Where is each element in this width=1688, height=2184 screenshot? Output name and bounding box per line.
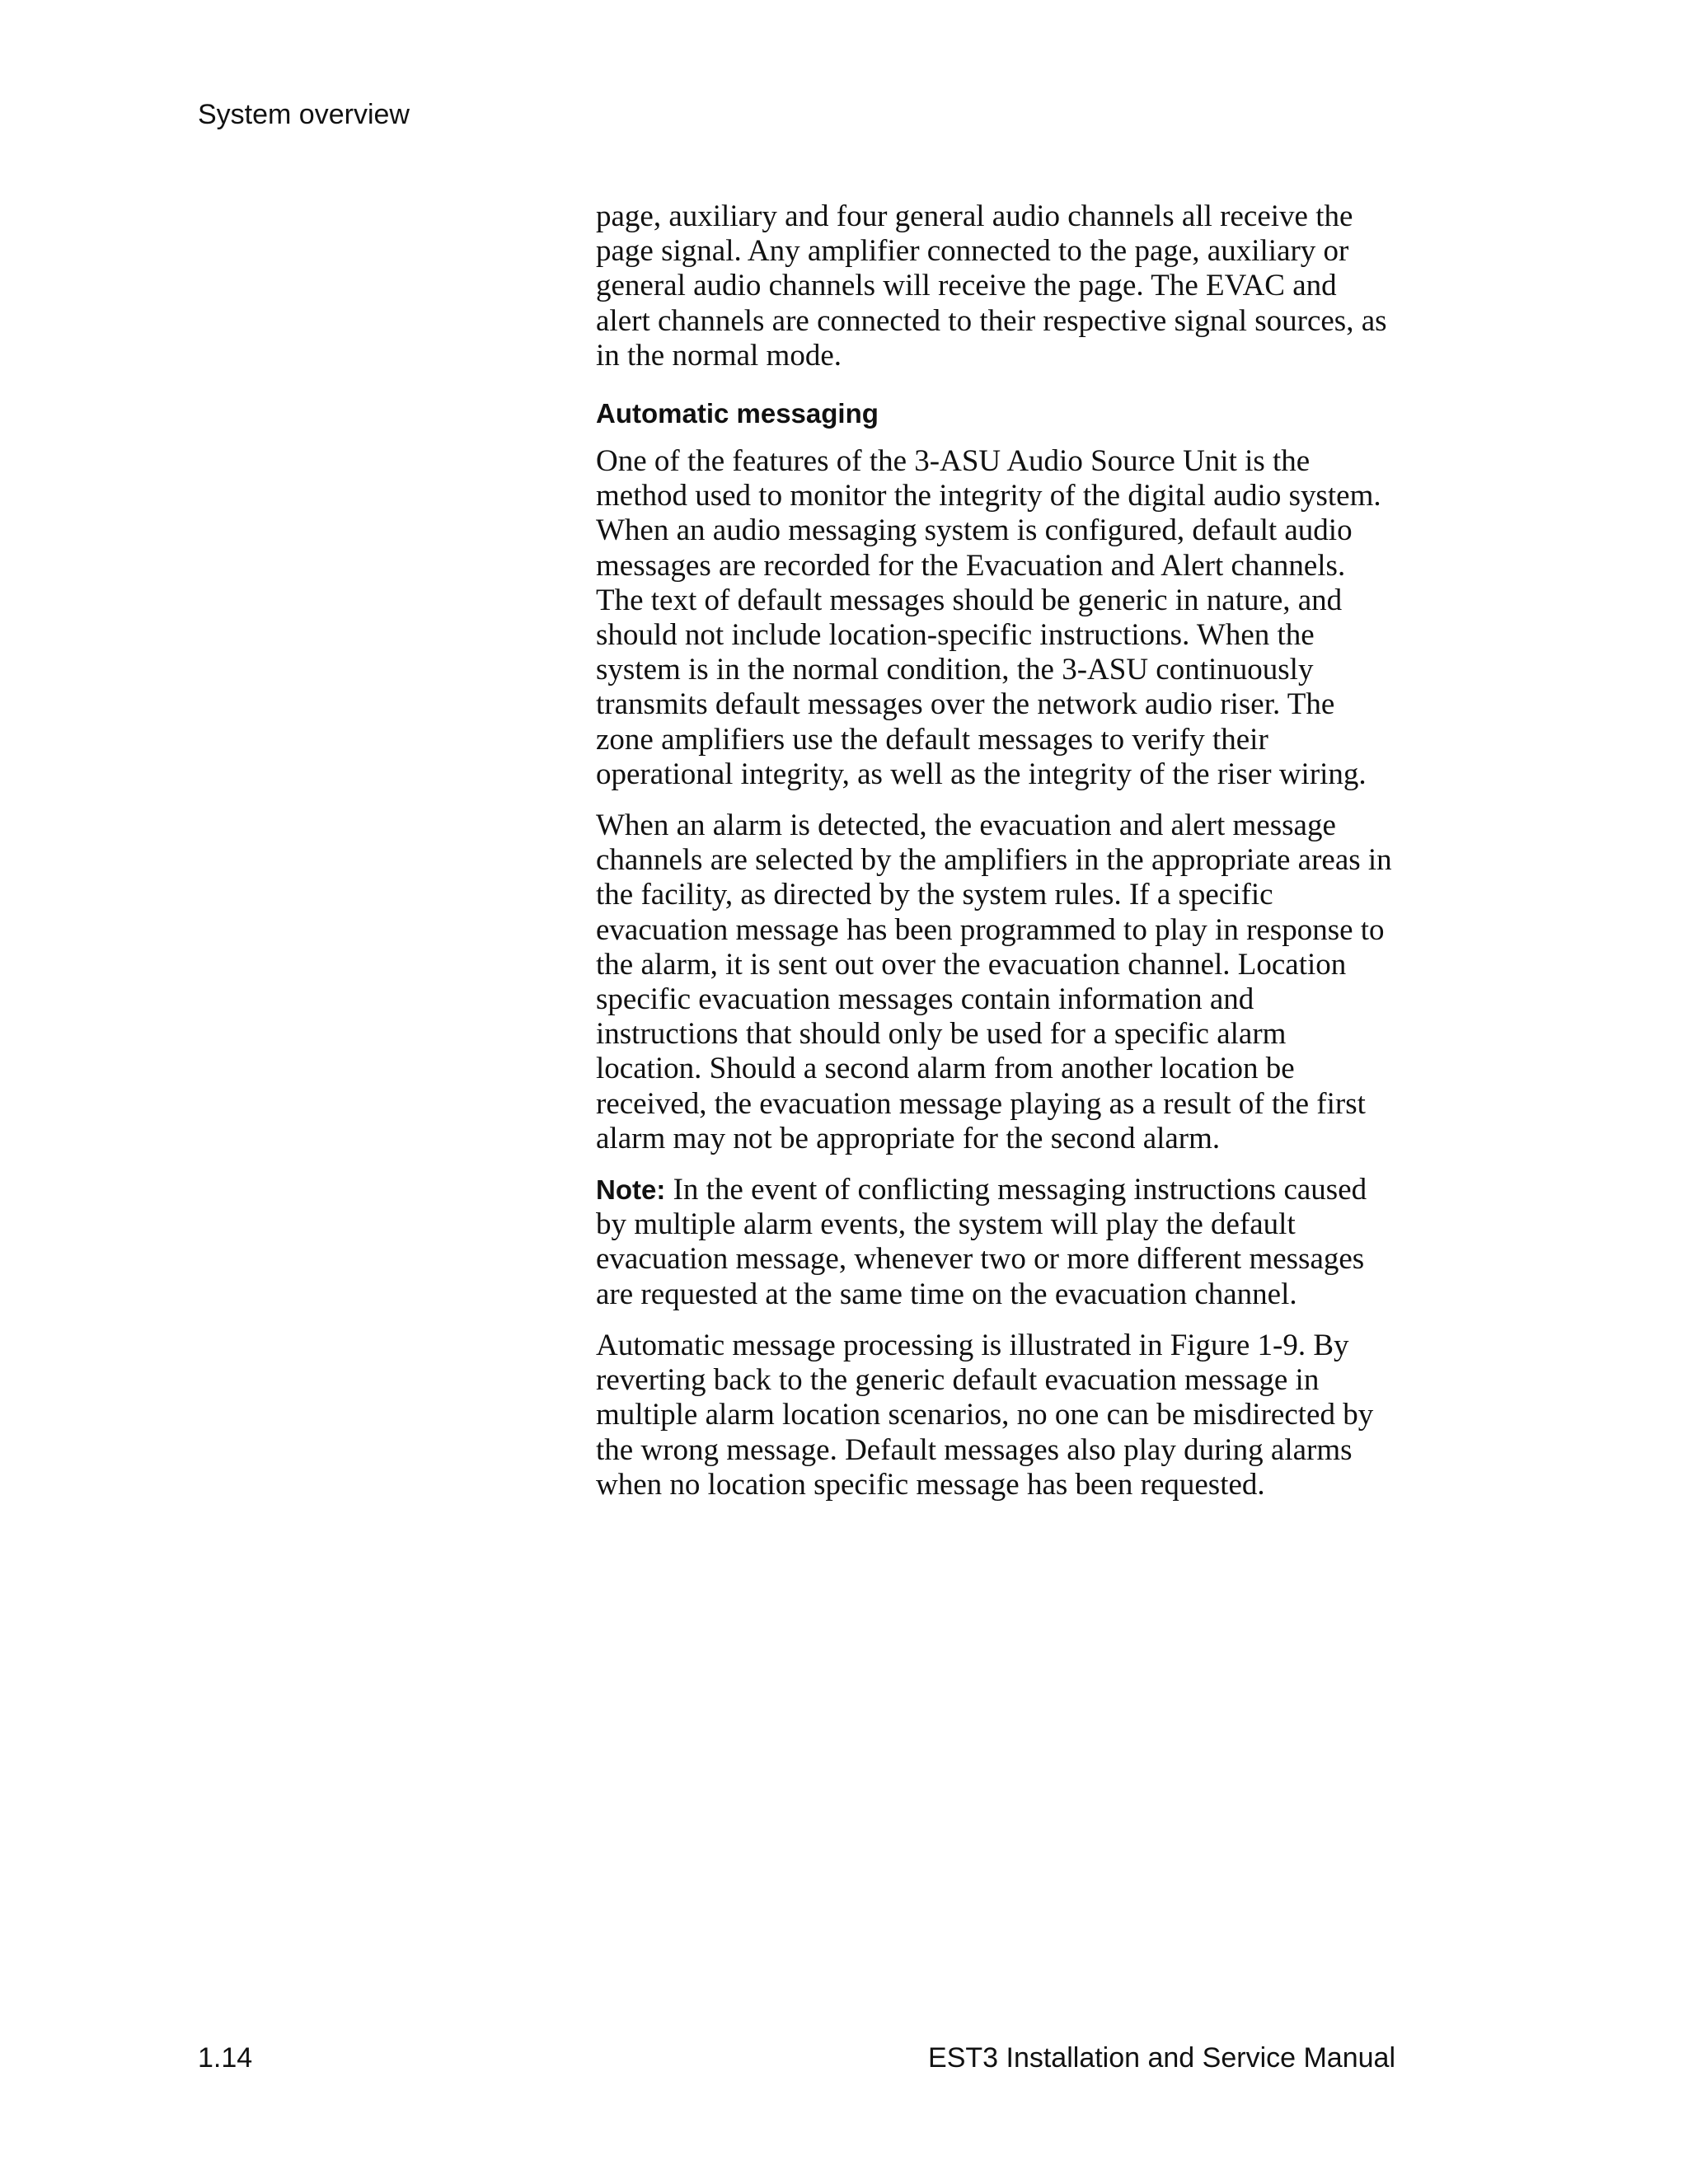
text-line: alarm may not be appropriate for the second alarm. — [596, 1121, 1221, 1155]
text-line: in the normal mode. — [596, 338, 842, 373]
text-line: page, auxiliary and four general audio channels all receive the — [596, 199, 1353, 233]
page-content — [596, 199, 1395, 1519]
text-line: are requested at the same time on the evacuation channel. — [596, 1277, 1297, 1311]
text-line: general audio channels will receive the page. The EVAC and — [596, 269, 1337, 303]
text-line: messages are recorded for the Evacuation and Alert channels. — [596, 548, 1346, 583]
text-line: instructions that should only be used for a specific alarm — [596, 1017, 1287, 1052]
text-line: When an alarm is detected, the evacuation and alert message — [596, 808, 1336, 843]
text-line: Automatic message processing is illustrated in Figure 1-9. By — [596, 1328, 1349, 1362]
text-line: system is in the normal condition, the 3-ASU continuously — [596, 653, 1314, 687]
text-line: evacuation message has been programmed to play in response to — [596, 912, 1385, 947]
text-line: when no location specific message has been requested. — [596, 1467, 1265, 1502]
text-line: evacuation message, whenever two or more different messages — [596, 1242, 1365, 1277]
section-heading: Automatic messaging — [596, 398, 879, 429]
text-line: multiple alarm location scenarios, no one can be misdirected by — [596, 1398, 1374, 1432]
manual-title: EST3 Installation and Service Manual — [928, 2042, 1395, 2074]
text-line: page signal. Any amplifier connected to the page, auxiliary or — [596, 234, 1349, 269]
text-line: the wrong message. Default messages also play during alarms — [596, 1432, 1353, 1467]
paragraph-page-signal — [596, 199, 1395, 373]
text-line: transmits default messages over the network audio riser. The — [596, 687, 1335, 722]
note-paragraph — [596, 1173, 1395, 1312]
text-line: operational integrity, as well as the integrity of the riser wiring. — [596, 757, 1367, 791]
text-line: channels are selected by the amplifiers in the appropriate areas in — [596, 843, 1392, 878]
running-header: System overview — [198, 99, 410, 130]
paragraph-alarm-detected — [596, 808, 1395, 1156]
text-line: One of the features of the 3-ASU Audio Source Unit is the — [596, 444, 1311, 479]
text-line: alert channels are connected to their respective signal sources, as — [596, 303, 1387, 338]
text-line: The text of default messages should be generic in nature, and — [596, 583, 1343, 617]
text-line: reverting back to the generic default evacuation message in — [596, 1363, 1320, 1398]
text-line: the alarm, it is sent out over the evacuation channel. Location — [596, 947, 1347, 982]
page-number: 1.14 — [198, 2042, 253, 2074]
text-line — [596, 1173, 1395, 1207]
text-line: zone amplifiers use the default messages to verify their — [596, 722, 1268, 757]
text-line: When an audio messaging system is configured, default audio — [596, 513, 1353, 548]
paragraph-message-processing — [596, 1329, 1395, 1502]
text-line: by multiple alarm events, the system will play the default — [596, 1207, 1296, 1242]
paragraph-asu-features — [596, 444, 1395, 792]
text-line: method used to monitor the integrity of the digital audio system. — [596, 479, 1381, 513]
text-line: the facility, as directed by the system rules. If a specific — [596, 878, 1273, 912]
text-line: received, the evacuation message playing as a result of the first — [596, 1086, 1366, 1121]
text-line: location. Should a second alarm from another location be — [596, 1052, 1295, 1086]
text-line: should not include location-specific instructions. When the — [596, 618, 1315, 653]
text-line: specific evacuation messages contain information and — [596, 982, 1254, 1017]
note-label: Note: — [596, 1174, 666, 1206]
note-text: In the event of conflicting messaging instructions caused — [665, 1173, 1367, 1207]
